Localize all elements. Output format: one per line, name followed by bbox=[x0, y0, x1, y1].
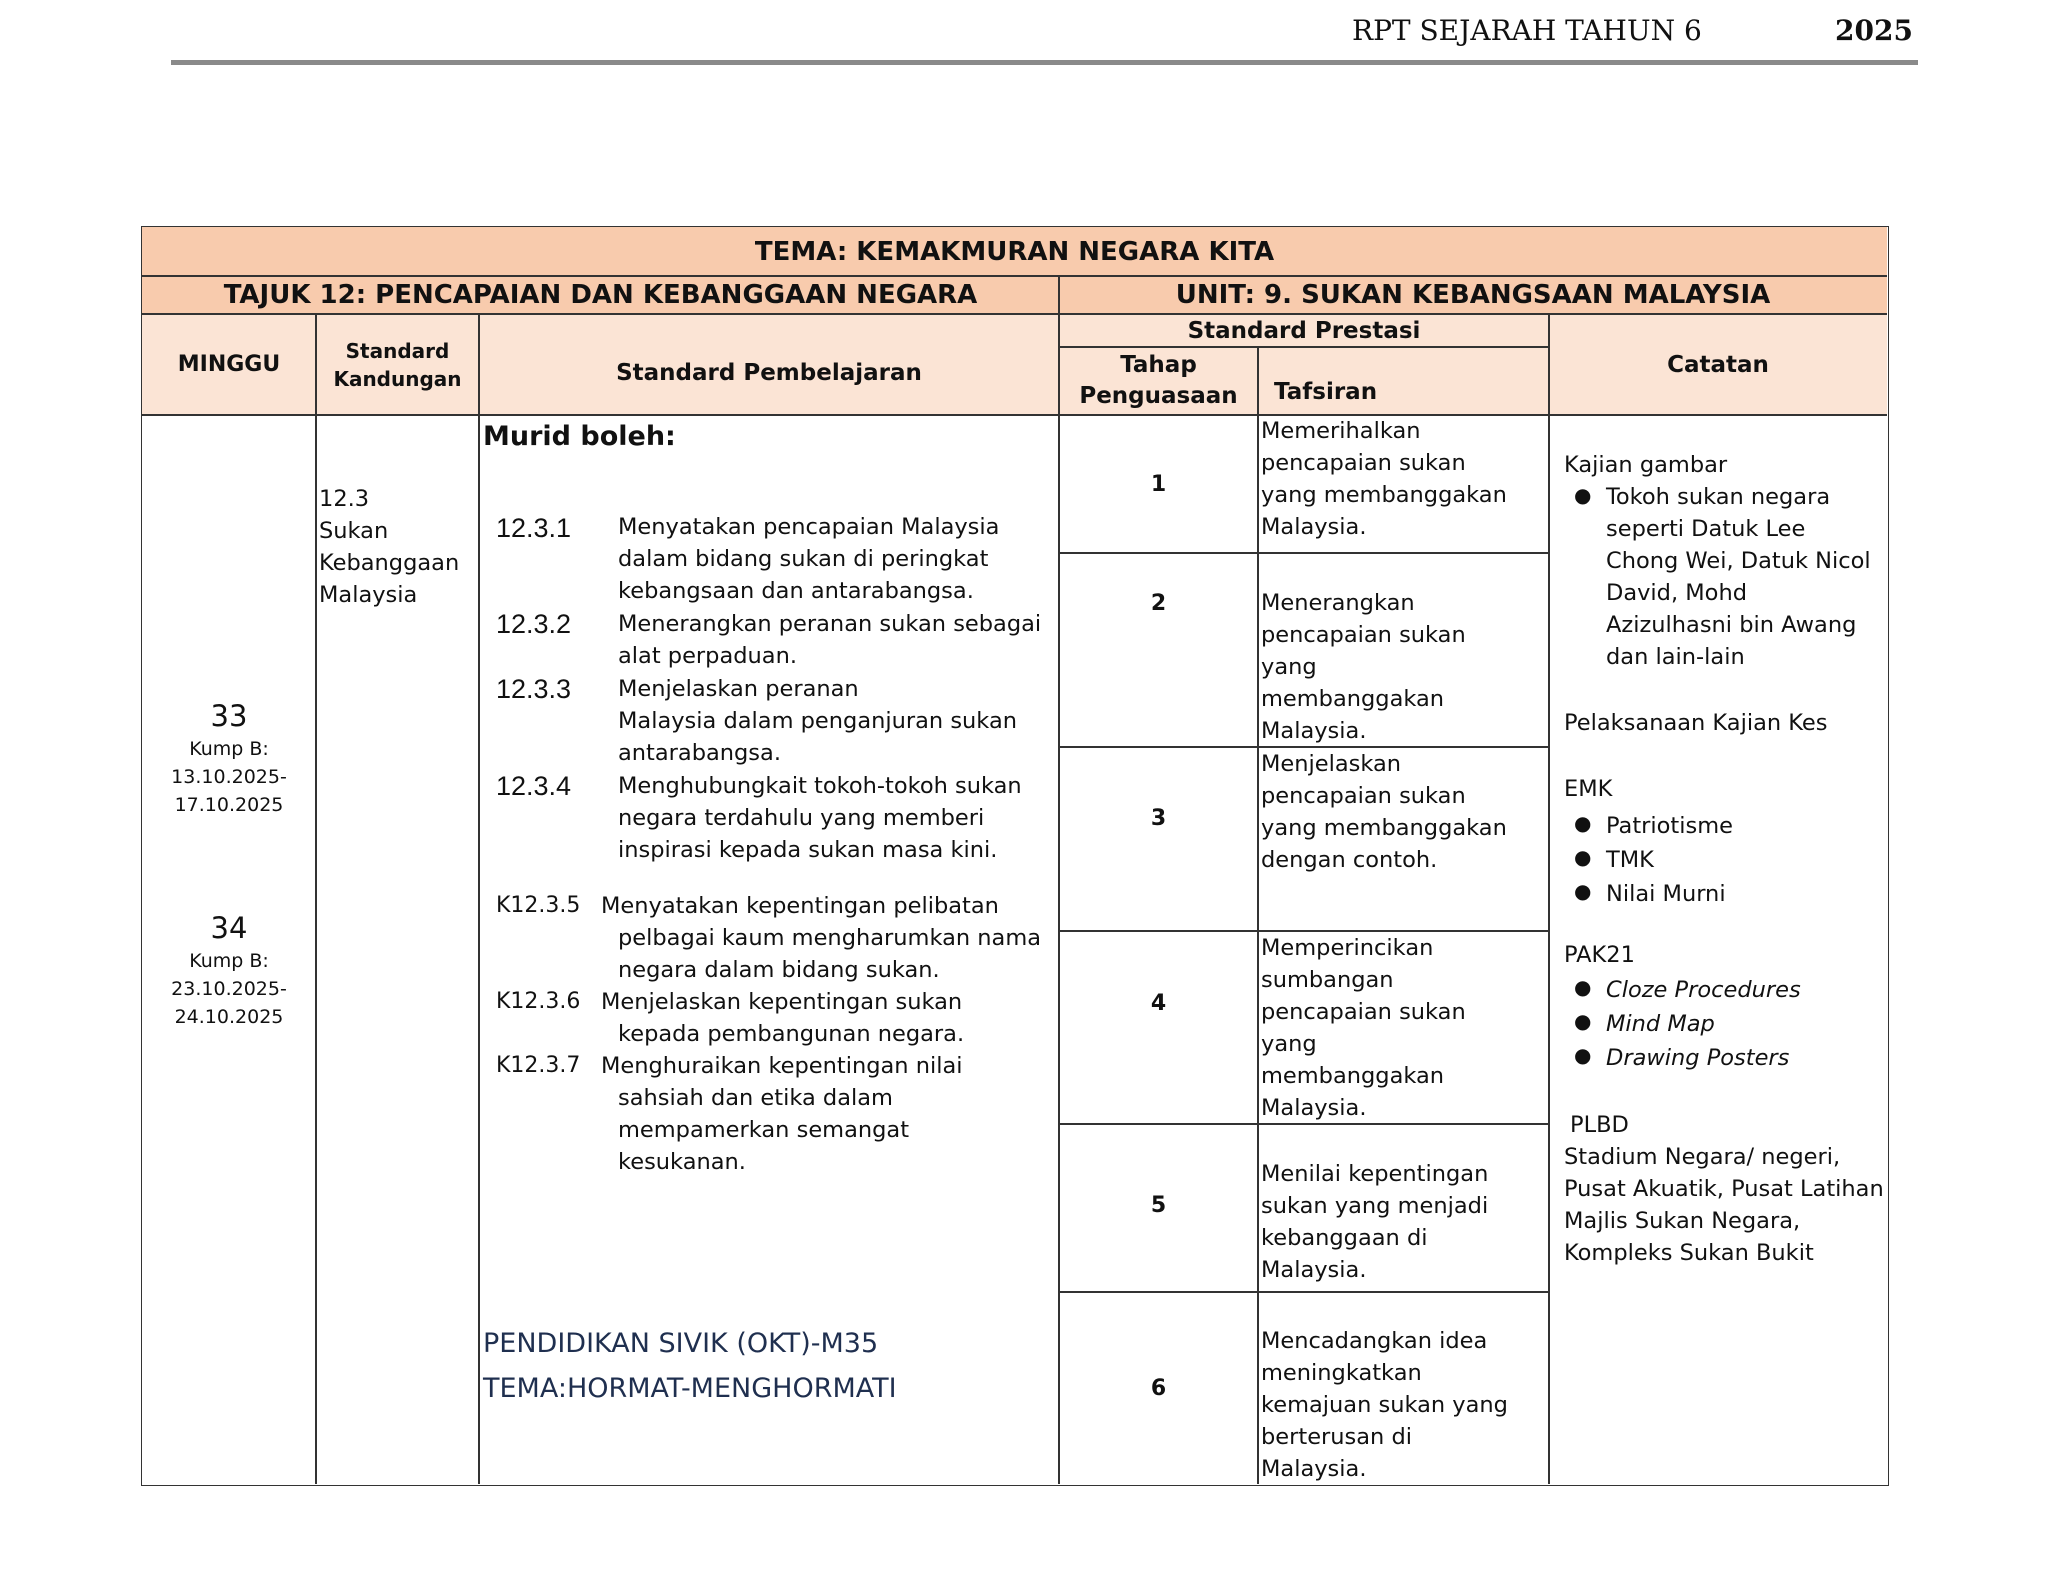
catatan-emk: EMK bbox=[1564, 776, 1613, 802]
catatan-plbd-lines: Stadium Negara/ negeri, Pusat Akuatik, Pusat Latihan Majlis Sukan Negara, Kompleks Sukan Bukit bbox=[1564, 1144, 1884, 1266]
tema-heading: TEMA: KEMAKMURAN NEGARA KITA bbox=[142, 227, 1887, 276]
minggu-header: MINGGU bbox=[142, 314, 316, 415]
unit-heading: UNIT: 9. SUKAN KEBANGSAAN MALAYSIA bbox=[1059, 276, 1887, 314]
header-rule bbox=[171, 60, 1918, 65]
catatan-kajian-gambar: Kajian gambar bbox=[1564, 452, 1728, 478]
standard-kandungan-header: Standard Kandungan bbox=[316, 314, 479, 415]
tahap-2: 2 bbox=[1150, 590, 1167, 616]
lesson-plan-table: TEMA: KEMAKMURAN NEGARA KITA TAJUK 12: PENCAPAIAN DAN KEBANGGAAN NEGARA UNIT: 9. SUKAN KEBANGSAAN MALAYSIA MINGGU Standard Kandungan Standard Pembelajaran Standard Prestasi Tahap Penguasaan Tafsiran Catatan 33 Kump B: 13.10.2025- 17.10.2025 34 Kump B: 23.10.2025- 24.10.2025 12.3 Sukan Kebanggaan Malaysia Murid boleh: 12.3.1 Menyatakan pencapaian Malaysia dalam bidang sukan di peringkat kebangsaan dan antarabangsa. 12.3.2 Menerangkan peranan sukan sebagai alat perpaduan. 12.3.3 Menjelaskan peranan Malaysia dalam penganjuran sukan antarabangsa. 12.3.4 Menghubungkait tokoh-tokoh sukan negara terdahulu yang memberi inspirasi kepada sukan masa kini. K12.3.5 Menyatakan kepentingan pelibatan pelbagai kaum mengharumkan nama negara dalam bidang sukan. K12.3.6 Menjelaskan kepentingan sukan kepada pembangunan negara. K12.3.7 Menghuraikan kepentingan nilai sahsiah dan etika dalam mempamerkan semangat kesukanan. PENDIDIKAN SIVIK (OKT)-M35 TEMA:HORMAT-MENGHORMATI 1 2 3 4 5 6 Memerihalkan pencapaian sukan yang membanggakan Malaysia. Menerangkan pencapaian sukan yang membanggakan Malaysia. Menjelaskan pencapaian sukan yang membanggakan dengan contoh. Memperincikan sumbangan pencapaian sukan yang membanggakan Malaysia. Menilai kepentingan sukan yang menjadi kebanggaan di Malaysia. Mencadangkan idea meningkatkan kemajuan sukan yang berterusan di Malaysia. Kajian gambar ● Tokoh sukan negara seperti Datuk Lee Chong Wei, Datuk Nicol David, Mohd Azizulhasni bin Awang dan lain-lain Pelaksanaan Kajian Kes EMK ● ● ● Patriotisme TMK Nilai Murni PAK21 ● ● ● Cloze Procedures Mind Map Drawing Posters PLBD Stadium Negara/ negeri, Pusat Akuatik, Pusat Latihan Majlis Sukan Negara, Kompleks Sukan Bukit bbox=[141, 226, 1889, 1486]
tafsiran-5: Menilai kepentingan sukan yang menjadi kebanggaan di Malaysia. bbox=[1261, 1161, 1489, 1283]
catatan-header: Catatan bbox=[1549, 314, 1887, 415]
tafsiran-2: Menerangkan pencapaian sukan yang membanggakan Malaysia. bbox=[1261, 590, 1466, 744]
catatan-plbd: PLBD bbox=[1570, 1112, 1629, 1138]
sivik-line-2: TEMA:HORMAT-MENGHORMATI bbox=[483, 1373, 897, 1404]
tajuk-heading: TAJUK 12: PENCAPAIAN DAN KEBANGGAAN NEGARA bbox=[142, 276, 1059, 314]
tahap-3: 3 bbox=[1150, 805, 1167, 831]
document-year: 2025 bbox=[1835, 14, 1913, 47]
tafsiran-6: Mencadangkan idea meningkatkan kemajuan sukan yang berterusan di Malaysia. bbox=[1261, 1328, 1508, 1482]
tahap-4: 4 bbox=[1150, 990, 1167, 1016]
bullet-icon: ● bbox=[1574, 879, 1592, 903]
tahap-6: 6 bbox=[1150, 1375, 1167, 1401]
bullet-icon: ● bbox=[1574, 483, 1592, 507]
tahap-5: 5 bbox=[1150, 1192, 1167, 1218]
week-34: 34 Kump B: 23.10.2025- 24.10.2025 bbox=[171, 911, 287, 1028]
standard-kandungan-cell: 12.3 Sukan Kebanggaan Malaysia bbox=[319, 486, 460, 608]
tafsiran-4: Memperincikan sumbangan pencapaian sukan yang membanggakan Malaysia. bbox=[1261, 935, 1466, 1121]
sivik-line-1: PENDIDIKAN SIVIK (OKT)-M35 bbox=[483, 1328, 879, 1359]
standard-prestasi-header: Standard Prestasi bbox=[1059, 314, 1549, 347]
catatan-pak21: PAK21 bbox=[1564, 942, 1635, 968]
tafsiran-3: Menjelaskan pencapaian sukan yang membanggakan dengan contoh. bbox=[1261, 751, 1507, 873]
week-33: 33 Kump B: 13.10.2025- 17.10.2025 bbox=[171, 699, 287, 816]
tafsiran-1: Memerihalkan pencapaian sukan yang membanggakan Malaysia. bbox=[1261, 418, 1507, 540]
document-title: RPT SEJARAH TAHUN 6 bbox=[1352, 14, 1702, 47]
tafsiran-header: Tafsiran bbox=[1258, 347, 1549, 415]
bullet-icon: ● bbox=[1574, 845, 1592, 869]
tahap-penguasaan-header: Tahap Penguasaan bbox=[1059, 347, 1258, 415]
murid-boleh-label: Murid boleh: bbox=[483, 421, 676, 452]
bullet-icon: ● bbox=[1574, 1009, 1592, 1033]
standard-pembelajaran-header: Standard Pembelajaran bbox=[479, 314, 1059, 415]
bullet-icon: ● bbox=[1574, 975, 1592, 999]
bullet-icon: ● bbox=[1574, 1043, 1592, 1067]
tahap-1: 1 bbox=[1150, 471, 1167, 497]
catatan-kajian-kes: Pelaksanaan Kajian Kes bbox=[1564, 710, 1828, 736]
bullet-icon: ● bbox=[1574, 811, 1592, 835]
